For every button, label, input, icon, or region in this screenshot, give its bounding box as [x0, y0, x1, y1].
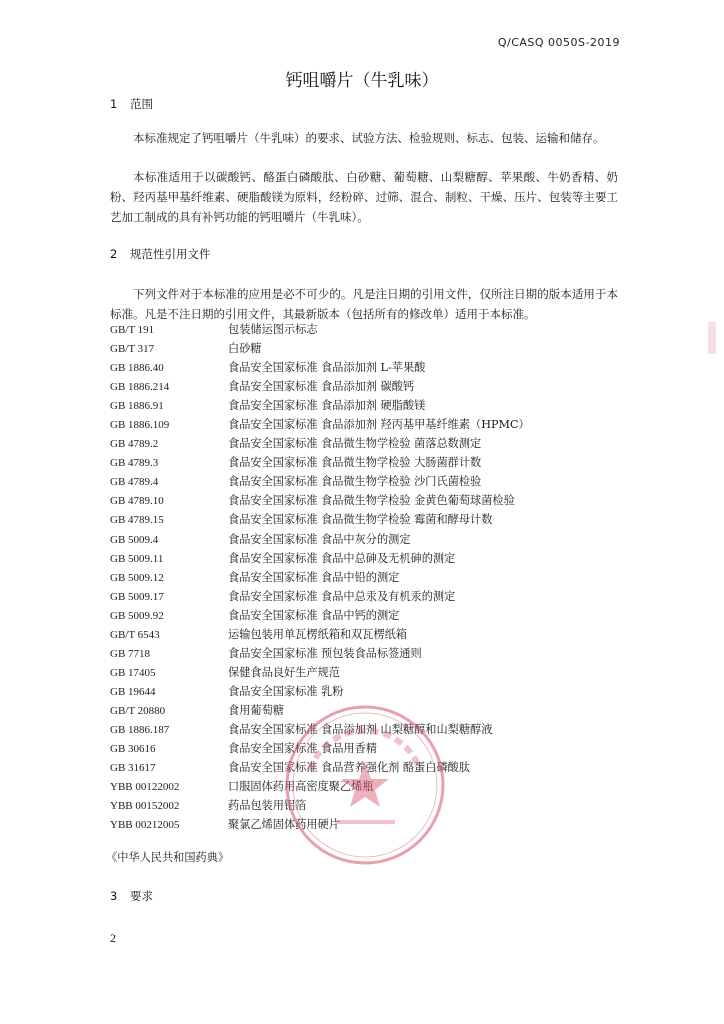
reference-code: GB 4789.15: [110, 514, 164, 527]
reference-code: GB 4789.4: [110, 476, 159, 489]
reference-title: 食品安全国家标准 食品中总砷及无机砷的测定: [228, 551, 456, 565]
reference-row: [110, 339, 620, 358]
reference-code: GB 4789.10: [110, 495, 164, 508]
reference-row: [110, 663, 620, 682]
reference-code: YBB 00122002: [110, 781, 180, 794]
reference-title: 食品安全国家标准 食品微生物学检验 金黄色葡萄球菌检验: [228, 494, 515, 508]
reference-title: 食用葡萄糖: [228, 703, 284, 717]
reference-row: [110, 682, 620, 701]
reference-code: GB 1886.91: [110, 400, 164, 413]
reference-code: GB 5009.92: [110, 609, 164, 622]
reference-row: [110, 720, 620, 739]
reference-code: GB 5009.11: [110, 552, 164, 565]
reference-title: 聚氯乙烯固体药用硬片: [228, 818, 340, 832]
reference-title: 食品安全国家标准 食品中灰分的测定: [228, 532, 411, 546]
doc-code: Q/CASQ 0050S-2019: [497, 36, 620, 49]
reference-code: GB 30616: [110, 743, 156, 756]
reference-code: GB 31617: [110, 762, 156, 775]
reference-code: GB 1886.109: [110, 419, 170, 432]
reference-row: [110, 739, 620, 758]
reference-code: GB 1886.214: [110, 381, 170, 394]
reference-row: [110, 530, 620, 549]
reference-row: [110, 472, 620, 491]
scope-paragraph-1: 本标准规定了钙咀嚼片（牛乳味）的要求、试验方法、检验规则、标志、包装、运输和储存。: [133, 131, 605, 145]
reference-row: [110, 701, 620, 720]
reference-code: GB 19644: [110, 685, 156, 698]
reference-title: 食品安全国家标准 食品用香精: [228, 742, 377, 756]
reference-title: 食品安全国家标准 食品微生物学检验 沙门氏菌检验: [228, 475, 482, 489]
reference-row: [110, 453, 620, 472]
reference-title: 食品安全国家标准 食品中铅的测定: [228, 570, 400, 584]
section-title: 规范性引用文件: [130, 247, 211, 261]
reference-code: GB/T 317: [110, 343, 155, 356]
section-title: 要求: [130, 889, 153, 903]
reference-row: [110, 415, 620, 434]
reference-title: 食品安全国家标准 乳粉: [228, 684, 344, 698]
reference-title: 白砂糖: [228, 342, 262, 356]
reference-code: YBB 00152002: [110, 800, 180, 813]
normative-intro: 下列文件对于本标准的应用是必不可少的。凡是注日期的引用文件，仅所注日期的版本适用于本标准。凡是不注日期的引用文件，其最新版本（包括所有的修改单）适用于本标准。: [110, 287, 618, 321]
reference-code: GB 4789.3: [110, 457, 159, 470]
reference-title: 运输包装用单瓦楞纸箱和双瓦楞纸箱: [228, 627, 408, 641]
reference-code: GB/T 191: [110, 324, 155, 336]
reference-code: GB 17405: [110, 666, 156, 679]
section-heading-scope: [110, 96, 153, 112]
reference-title: 食品安全国家标准 食品中总汞及有机汞的测定: [228, 589, 456, 603]
page-title: 钙咀嚼片（牛乳味）: [285, 71, 439, 91]
reference-row: [110, 320, 620, 339]
section-number: 1: [110, 97, 118, 111]
scope-paragraph-2: 本标准适用于以碳酸钙、酪蛋白磷酸肽、白砂糖、葡萄糖、山梨糖醇、苹果酸、牛奶香精、奶粉、羟丙基甲基纤维素、硬脂酸镁为原料，经粉碎、过筛、混合、制粒、干燥、压片、包装等主要工艺加工制成的具有补钙功能的钙咀嚼片（牛乳味）。: [110, 170, 618, 224]
pharmacopoeia-reference: 《中华人民共和国药典》: [106, 851, 230, 864]
reference-title: 食品安全国家标准 食品微生物学检验 菌落总数测定: [228, 437, 482, 451]
reference-list: [110, 320, 620, 834]
reference-title: 食品安全国家标准 食品添加剂 山梨糖醇和山梨糖醇液: [228, 722, 493, 736]
reference-title: 食品安全国家标准 预包装食品标签通则: [228, 646, 422, 660]
reference-row: [110, 377, 620, 396]
reference-row: [110, 396, 620, 415]
section-heading-requirements: [110, 888, 153, 904]
margin-stamp-mark: [706, 320, 718, 356]
reference-row: [110, 491, 620, 510]
reference-row: [110, 606, 620, 625]
section-number: 2: [110, 247, 118, 261]
reference-title: 食品安全国家标准 食品添加剂 羟丙基甲基纤维素（HPMC）: [228, 418, 530, 432]
reference-code: YBB 00212005: [110, 819, 180, 832]
reference-code: GB 1886.40: [110, 362, 164, 375]
reference-row: [110, 796, 620, 815]
reference-title: 保健食品良好生产规范: [228, 665, 340, 679]
reference-row: [110, 434, 620, 453]
reference-code: GB 5009.17: [110, 590, 164, 603]
reference-title: 药品包装用铝箔: [228, 799, 307, 813]
reference-title: 食品安全国家标准 食品营养强化剂 酪蛋白磷酸肽: [228, 761, 471, 775]
reference-row: [110, 625, 620, 644]
section-heading-normative: [110, 246, 211, 262]
reference-title: 包装储运图示标志: [228, 323, 318, 336]
reference-code: GB 5009.4: [110, 533, 159, 546]
reference-title: 食品安全国家标准 食品中钙的测定: [228, 608, 400, 622]
reference-code: GB/T 20880: [110, 704, 166, 717]
section-number: 3: [110, 889, 118, 903]
reference-row: [110, 510, 620, 529]
reference-row: [110, 587, 620, 606]
reference-row: [110, 644, 620, 663]
section-title: 范围: [130, 97, 153, 111]
reference-row: [110, 358, 620, 377]
reference-code: GB/T 6543: [110, 628, 160, 641]
page-number: 2: [110, 931, 116, 945]
reference-code: GB 7718: [110, 647, 151, 660]
reference-title: 食品安全国家标准 食品添加剂 碳酸钙: [228, 380, 415, 394]
reference-title: 口服固体药用高密度聚乙烯瓶: [228, 780, 374, 794]
reference-row: [110, 568, 620, 587]
reference-code: GB 5009.12: [110, 571, 164, 584]
reference-title: 食品安全国家标准 食品添加剂 硬脂酸镁: [228, 399, 426, 413]
reference-code: GB 1886.187: [110, 723, 170, 736]
reference-row: [110, 815, 620, 834]
reference-title: 食品安全国家标准 食品微生物学检验 霉菌和酵母计数: [228, 513, 493, 527]
reference-row: [110, 777, 620, 796]
reference-title: 食品安全国家标准 食品添加剂 L-苹果酸: [228, 361, 426, 375]
reference-row: [110, 549, 620, 568]
reference-title: 食品安全国家标准 食品微生物学检验 大肠菌群计数: [228, 456, 482, 470]
reference-code: GB 4789.2: [110, 438, 159, 451]
reference-row: [110, 758, 620, 777]
